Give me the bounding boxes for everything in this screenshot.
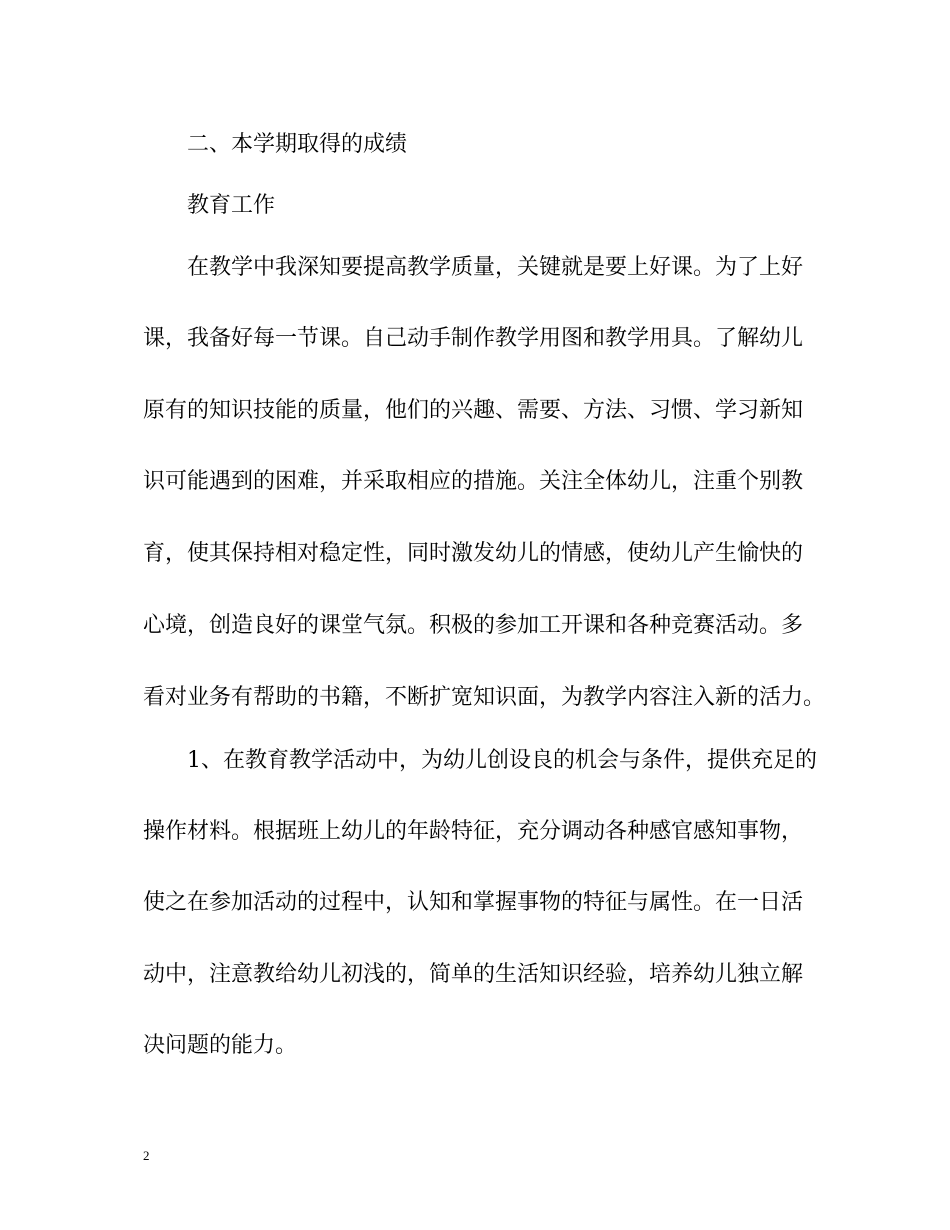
paragraph-line: 看对业务有帮助的书籍，不断扩宽知识面，为教学内容注入新的活力。: [143, 685, 826, 710]
subheading: 教育工作: [187, 193, 276, 218]
paragraph-line: 原有的知识技能的质量，他们的兴趣、需要、方法、习惯、学习新知: [143, 398, 804, 423]
paragraph-line: 识可能遇到的困难，并采取相应的措施。关注全体幼儿，注重个别教: [143, 469, 804, 494]
paragraph-line: 在教学中我深知要提高教学质量，关键就是要上好课。为了上好: [187, 255, 804, 280]
paragraph-line: 使之在参加活动的过程中，认知和掌握事物的特征与属性。在一日活: [143, 890, 804, 915]
page-number: 2: [143, 1148, 150, 1163]
paragraph-line: 动中，注意教给幼儿初浅的，简单的生活知识经验，培养幼儿独立解: [143, 962, 804, 987]
section-heading: 二、本学期取得的成绩: [187, 132, 408, 157]
paragraph-line: 1、在教育教学活动中，为幼儿创设良的机会与条件，提供充足的: [187, 748, 817, 773]
paragraph-line: 心境，创造良好的课堂气氛。积极的参加工开课和各种竞赛活动。多: [143, 613, 804, 638]
paragraph-line: 决问题的能力。: [143, 1033, 298, 1058]
paragraph-line: 育，使其保持相对稳定性，同时激发幼儿的情感，使幼儿产生愉快的: [143, 541, 804, 566]
paragraph-line: 课，我备好每一节课。自己动手制作教学用图和教学用具。了解幼儿: [143, 326, 804, 351]
paragraph-line: 操作材料。根据班上幼儿的年龄特征，充分调动各种感官感知事物，: [143, 819, 804, 844]
